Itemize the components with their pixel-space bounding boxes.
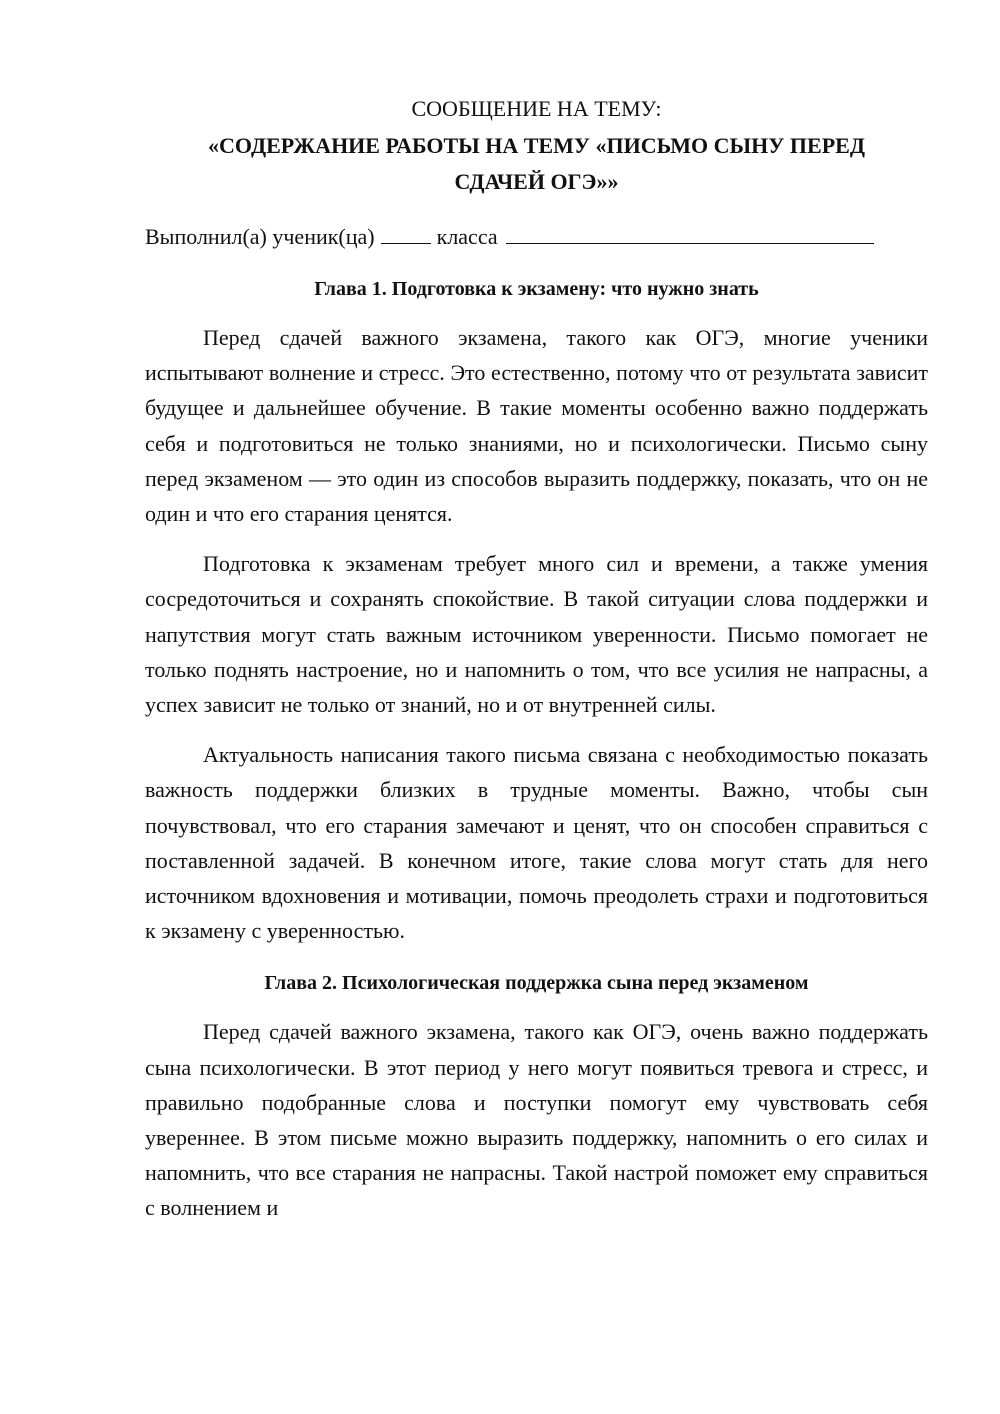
chapter-2 [145,966,928,1225]
chapter-title: Глава 2. Психологическая поддержка сына перед экзаменом [264,972,809,995]
document-title: «СОДЕРЖАНИЕ РАБОТЫ НА ТЕМУ «ПИСЬМО СЫНУ ПЕРЕД СДАЧЕЙ ОГЭ»» [208,133,865,194]
paragraph: Актуальность написания такого письма связана с необходимостью показать важность поддержки близких в трудные моменты. Важно, чтобы сын почувствовал, что его старания замечают и ценят, что он способен справиться с поставленной задачей. В конечном итоге, такие слова могут стать для него источником вдохновения и мотивации, помочь преодолеть страхи и подготовиться к экзамену с уверенностью. [145,742,928,944]
chapter-1 [145,272,928,948]
name-blank [506,223,874,244]
class-label: класса [436,224,498,249]
author-label: Выполнил(а) ученик(ца) [145,224,375,249]
paragraph: Подготовка к экзаменам требует много сил и времени, а также умения сосредоточиться и сохранять спокойствие. В такой ситуации слова поддержки и напутствия могут стать важным источником уверенности. Письмо помогает не только поднять настроение, но и напомнить о том, что все усилия не напрасны, а успех зависит не только от знаний, но и от внутренней силы. [145,551,928,718]
document-heading: СООБЩЕНИЕ НА ТЕМУ: [411,96,662,121]
author-line [145,220,928,254]
chapter-title: Глава 1. Подготовка к экзамену: что нужно знать [314,278,759,300]
paragraph: Перед сдачей важного экзамена, такого как ОГЭ, многие ученики испытывают волнение и стресс. Это естественно, потому что от результата зависит будущее и дальнейшее обучение. В такие моменты особенно важно поддержать себя и подготовиться не только знаниями, но и психологически. Письмо сыну перед экзаменом — это один из способов выразить поддержку, показать, что он не один и что его старания ценятся. [145,325,928,527]
document-page [145,92,928,1226]
grade-blank [381,223,431,244]
paragraph: Перед сдачей важного экзамена, такого как ОГЭ, очень важно поддержать сына психологически. В этот период у него могут появиться тревога и стресс, и правильно подобранные слова и поступки помогут ему чувствовать себя увереннее. В этом письме можно выразить поддержку, напомнить о его силах и напомнить, что все старания не напрасны. Такой настрой поможет ему справиться с волнением и [145,1019,928,1221]
